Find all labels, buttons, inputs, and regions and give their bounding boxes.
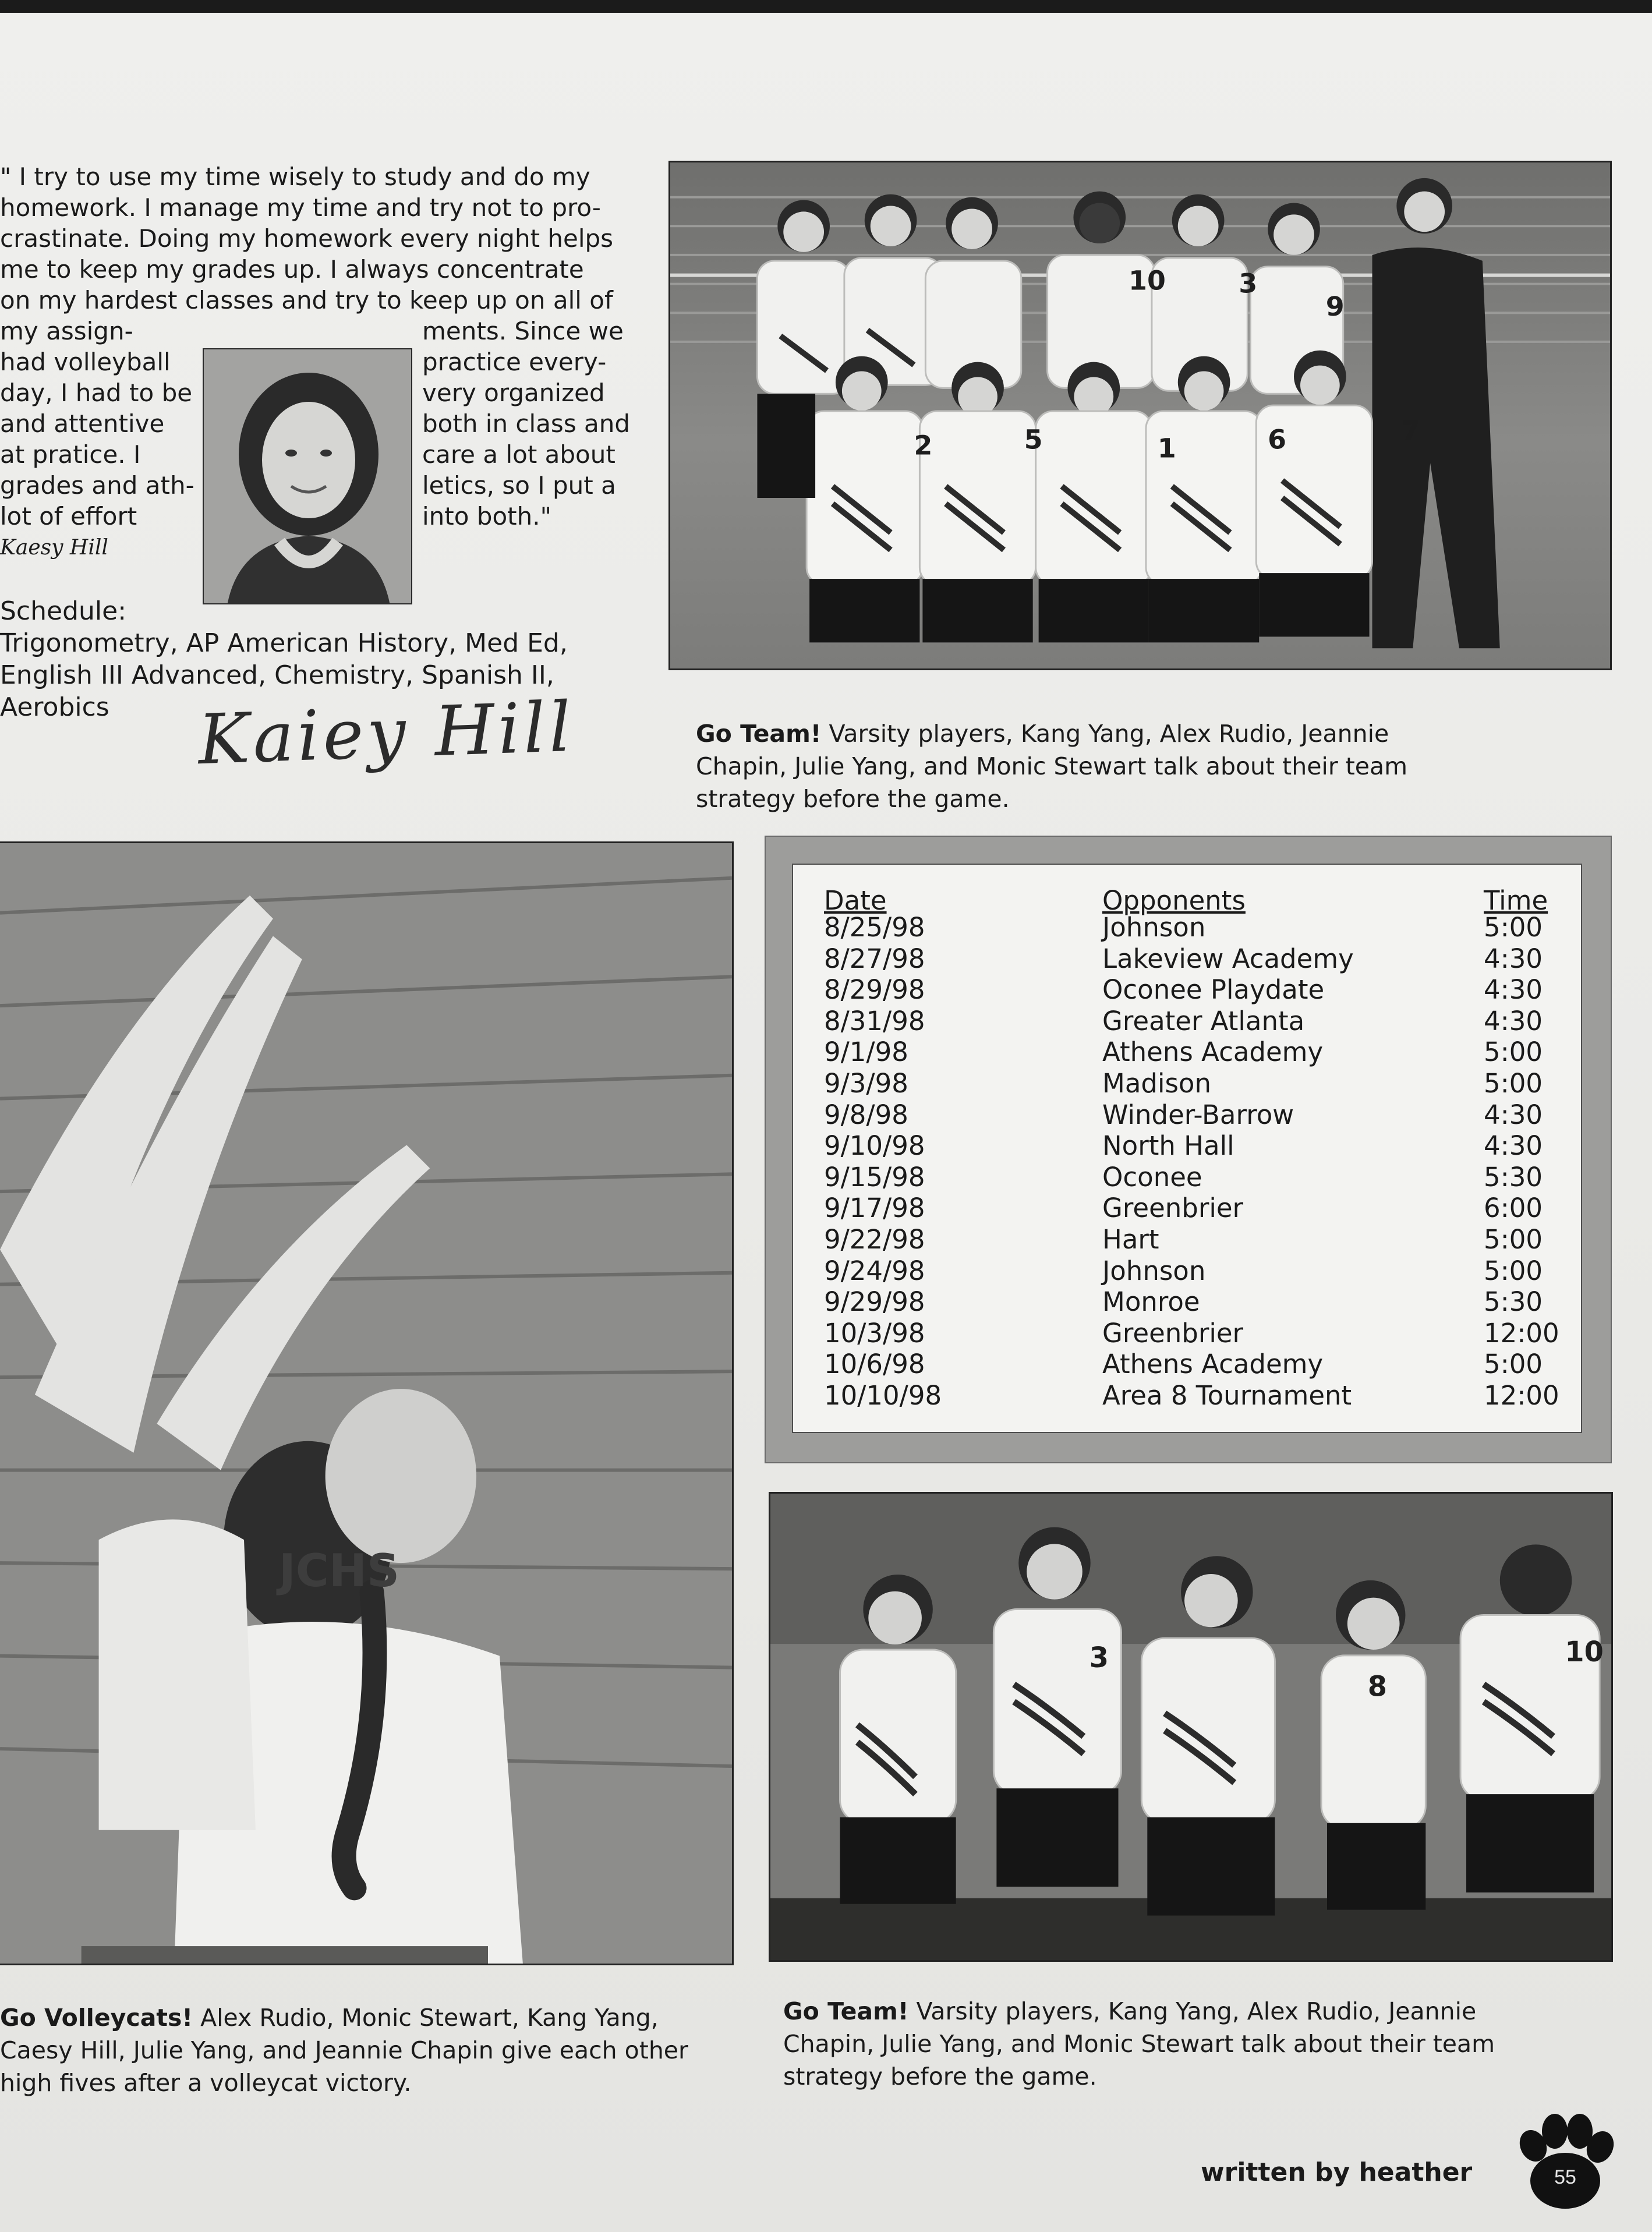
schedule-date: 10/3/98 (824, 1318, 925, 1349)
caption-text: Chapin, Julie Yang, and Monic Stewart talk about their team (783, 2030, 1495, 2058)
huddle-caption (783, 1995, 1598, 2093)
quote-line: me to keep my grades up. I always concentrate (0, 255, 584, 284)
quote-line: and attentive (0, 409, 165, 438)
schedule-date: 9/17/98 (824, 1193, 925, 1223)
jersey-number: 7 (1401, 415, 1420, 447)
caption-lead: Go Volleycats! (0, 2004, 193, 2032)
jersey-number: 9 (1325, 291, 1345, 323)
quote-line: at pratice. I (0, 440, 141, 469)
schedule-time: 4:30 (1484, 974, 1543, 1005)
jersey-number: 1 (1157, 433, 1176, 464)
jersey-number: 3 (1239, 268, 1258, 299)
schedule-opponent: Greenbrier (1102, 1193, 1244, 1223)
schedule-opponent: Oconee (1102, 1162, 1202, 1193)
class-schedule-line: English III Advanced, Chemistry, Spanish II, (0, 660, 554, 690)
schedule-opponent: North Hall (1102, 1130, 1234, 1161)
schedule-time: 5:00 (1484, 1349, 1543, 1379)
schedule-date: 8/25/98 (824, 912, 925, 943)
caption-lead: Go Team! (696, 720, 822, 748)
top-edge (0, 0, 1652, 13)
quote-line: ments. Since we (422, 317, 624, 345)
quote-line: " I try to use my time wisely to study and do my (0, 162, 590, 191)
high-five-photo (0, 841, 734, 1965)
quote-line: into both." (422, 502, 551, 530)
schedule-time: 4:30 (1484, 1130, 1543, 1161)
schedule-date: 8/31/98 (824, 1006, 925, 1037)
caption-text: strategy before the game. (783, 2063, 1097, 2090)
schedule-time: 5:30 (1484, 1162, 1543, 1193)
column-header-time: Time (1484, 885, 1548, 916)
schedule-time: 4:30 (1484, 1099, 1543, 1130)
quote-line: grades and ath- (0, 471, 194, 500)
jersey-number: 2 (914, 430, 933, 461)
quote-line: crastinate. Doing my homework every night helps (0, 224, 614, 253)
handwritten-signature: Kaiey Hill (196, 686, 576, 780)
schedule-time: 5:00 (1484, 1068, 1543, 1099)
schedule-opponent: Hart (1102, 1224, 1159, 1255)
class-schedule-line: Trigonometry, AP American History, Med Ed, (0, 628, 568, 658)
schedule-opponent: Athens Academy (1102, 1349, 1324, 1379)
schedule-opponent: Winder-Barrow (1102, 1099, 1294, 1130)
quote-line: both in class and (422, 409, 631, 438)
schedule-opponent: Athens Academy (1102, 1037, 1324, 1067)
schedule-opponent: Monroe (1102, 1286, 1200, 1317)
paw-print-icon (1513, 2111, 1618, 2216)
huddle-photo (769, 1492, 1613, 1962)
caption-text: Alex Rudio, Monic Stewart, Kang Yang, (193, 2004, 659, 2032)
jersey-number: 10 (1129, 265, 1166, 296)
schedule-opponent: Johnson (1102, 1255, 1206, 1286)
schedule-date: 9/15/98 (824, 1162, 925, 1193)
jersey-lettering: JCHS (278, 1545, 400, 1598)
column-header-opponents: Opponents (1102, 885, 1246, 916)
schedule-time: 5:00 (1484, 1224, 1543, 1255)
schedule-date: 9/24/98 (824, 1255, 925, 1286)
schedule-date: 10/10/98 (824, 1380, 942, 1411)
schedule-date: 9/3/98 (824, 1068, 908, 1099)
caption-lead: Go Team! (783, 1997, 909, 2025)
team-photo (668, 161, 1612, 670)
schedule-date: 9/29/98 (824, 1286, 925, 1317)
schedule-date: 9/1/98 (824, 1037, 908, 1067)
schedule-time: 4:30 (1484, 1006, 1543, 1037)
quote-line: lot of effort (0, 502, 137, 530)
quote-line: homework. I manage my time and try not to pro- (0, 193, 601, 222)
team-photo-caption (696, 717, 1511, 815)
schedule-time: 12:00 (1484, 1380, 1559, 1411)
caption-text: strategy before the game. (696, 785, 1010, 813)
quote-line: care a lot about (422, 440, 615, 469)
quote-line: day, I had to be (0, 379, 193, 407)
schedule-time: 12:00 (1484, 1318, 1559, 1349)
class-schedule-heading: Schedule: (0, 596, 127, 626)
schedule-time: 5:00 (1484, 1255, 1543, 1286)
schedule-opponent: Oconee Playdate (1102, 974, 1325, 1005)
quote-line: my assign- (0, 317, 133, 345)
class-schedule-line: Aerobics (0, 692, 109, 722)
jersey-number: 3 (1089, 1642, 1109, 1674)
jersey-number: 10 (1565, 1636, 1604, 1668)
page-number: 55 (1554, 2166, 1576, 2188)
schedule-date: 8/29/98 (824, 974, 925, 1005)
schedule-time: 4:30 (1484, 943, 1543, 974)
author-credit: written by heather (1201, 2157, 1473, 2187)
schedule-opponent: Lakeview Academy (1102, 943, 1354, 974)
schedule-date: 9/8/98 (824, 1099, 908, 1130)
schedule-opponent: Johnson (1102, 912, 1206, 943)
quote-attribution: Kaesy Hill (0, 536, 108, 560)
column-header-date: Date (824, 885, 887, 916)
schedule-opponent: Madison (1102, 1068, 1211, 1099)
quote-line: practice every- (422, 348, 607, 376)
schedule-date: 10/6/98 (824, 1349, 925, 1379)
quote-line: on my hardest classes and try to keep up on all of (0, 286, 613, 314)
jersey-number: 8 (1367, 1671, 1387, 1703)
high-five-caption (0, 2001, 751, 2099)
caption-text: Caesy Hill, Julie Yang, and Jeannie Chapin give each other (0, 2036, 688, 2064)
quote-line: letics, so I put a (422, 471, 616, 500)
caption-text: Chapin, Julie Yang, and Monic Stewart talk about their team (696, 752, 1408, 780)
caption-text: high fives after a volleycat victory. (0, 2069, 412, 2097)
schedule-time: 5:00 (1484, 912, 1543, 943)
quote-line: had volleyball (0, 348, 171, 376)
jersey-number: 5 (1024, 424, 1043, 455)
schedule-opponent: Greenbrier (1102, 1318, 1244, 1349)
schedule-time: 5:00 (1484, 1037, 1543, 1067)
schedule-opponent: Area 8 Tournament (1102, 1380, 1352, 1411)
player-portrait (203, 348, 412, 604)
schedule-opponent: Greater Atlanta (1102, 1006, 1305, 1037)
caption-text: Varsity players, Kang Yang, Alex Rudio, Jeannie (821, 720, 1389, 748)
schedule-date: 9/10/98 (824, 1130, 925, 1161)
schedule-date: 9/22/98 (824, 1224, 925, 1255)
quote-line: very organized (422, 379, 605, 407)
schedule-date: 8/27/98 (824, 943, 925, 974)
schedule-time: 6:00 (1484, 1193, 1543, 1223)
caption-text: Varsity players, Kang Yang, Alex Rudio, Jeannie (908, 1997, 1477, 2025)
schedule-time: 5:30 (1484, 1286, 1543, 1317)
jersey-number: 6 (1268, 424, 1287, 455)
